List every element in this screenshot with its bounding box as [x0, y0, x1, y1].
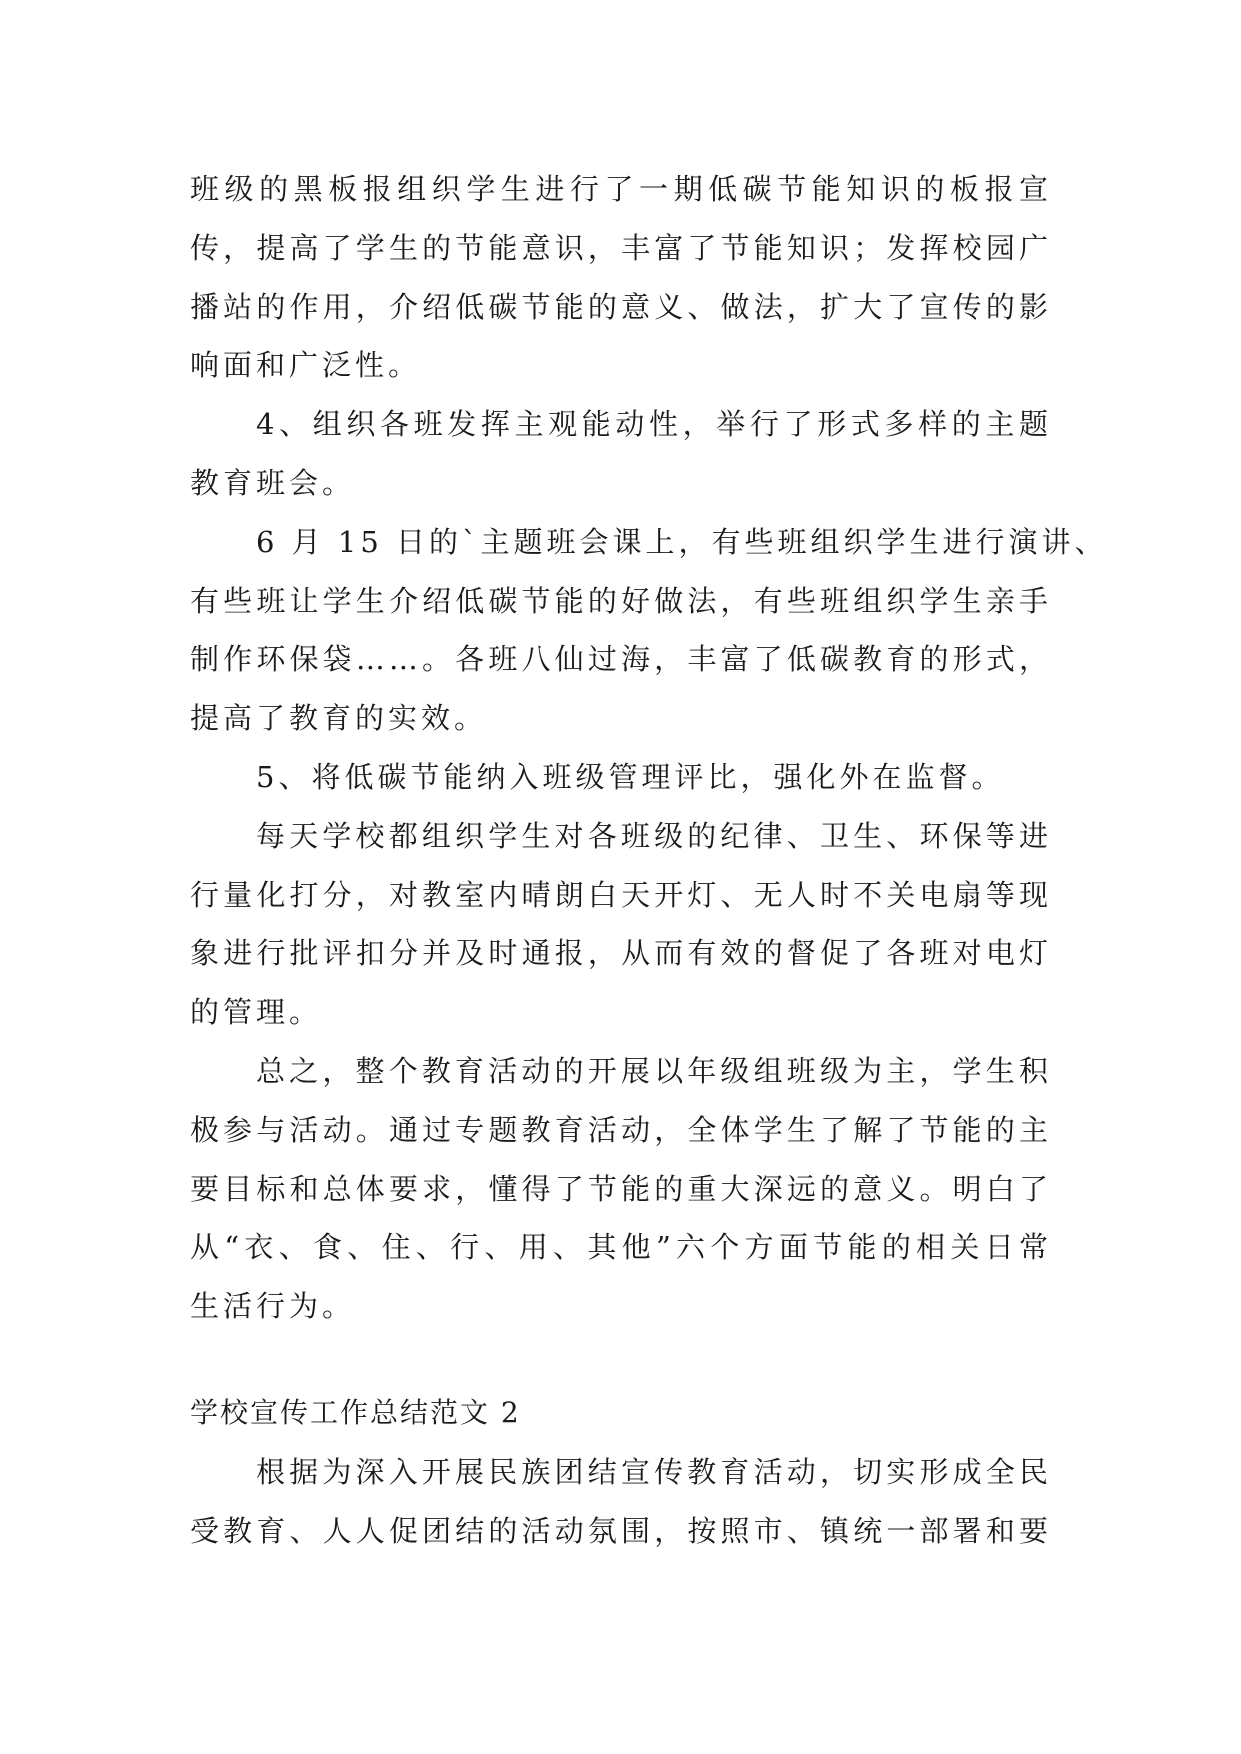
- text-line: 总之，整个教育活动的开展以年级组班级为主，学生积: [256, 1053, 1052, 1088]
- text-line: 4、组织各班发挥主观能动性，举行了形式多样的主题: [256, 407, 1052, 442]
- document-body: [190, 160, 1108, 1560]
- text-line: 要目标和总体要求，懂得了节能的重大深远的意义。明白了: [190, 1171, 1052, 1206]
- text-line: 制作环保袋……。各班八仙过海，丰富了低碳教育的形式，: [190, 642, 1052, 677]
- paragraph: [190, 513, 1108, 748]
- text-line: 生活行为。: [190, 1289, 356, 1324]
- text-line: 从“衣、食、住、行、用、其他”六个方面节能的相关日常: [190, 1230, 1052, 1265]
- text-line: 5、将低碳节能纳入班级管理评比，强化外在监督。: [256, 759, 1005, 794]
- text-line: 行量化打分，对教室内晴朗白天开灯、无人时不关电扇等现: [190, 877, 1052, 912]
- paragraph: [190, 748, 1052, 807]
- text-line: 根据为深入开展民族团结宣传教育活动，切实形成全民: [256, 1454, 1052, 1489]
- paragraph: [190, 807, 1052, 1042]
- text-line: 每天学校都组织学生对各班级的纪律、卫生、环保等进: [256, 818, 1052, 853]
- paragraph: [190, 1042, 1052, 1336]
- text-line: 播站的作用，介绍低碳节能的意义、做法，扩大了宣传的影: [190, 289, 1052, 324]
- text-line: 象进行批评扣分并及时通报，从而有效的督促了各班对电灯: [190, 936, 1052, 971]
- paragraph: [190, 160, 1052, 395]
- text-line: 班级的黑板报组织学生进行了一期低碳节能知识的板报宣: [190, 172, 1052, 206]
- text-line: 教育班会。: [190, 465, 356, 500]
- text-line: 有些班让学生介绍低碳节能的好做法，有些班组织学生亲手: [190, 583, 1052, 618]
- text-line: 传，提高了学生的节能意识，丰富了节能知识；发挥校园广: [190, 230, 1052, 265]
- text-line: 的管理。: [190, 995, 323, 1030]
- text-line: 受教育、人人促团结的活动氛围，按照市、镇统一部署和要: [190, 1513, 1052, 1548]
- text-line: 6 月 15 日的`主题班会课上，有些班组织学生进行演讲、: [256, 524, 1108, 559]
- paragraph: [190, 395, 1052, 513]
- section-heading: 学校宣传工作总结范文 2: [190, 1395, 521, 1429]
- text-line: 极参与活动。通过专题教育活动，全体学生了解了节能的主: [190, 1112, 1052, 1147]
- paragraph: [190, 1443, 1052, 1561]
- text-line: 响面和广泛性。: [190, 348, 422, 383]
- text-line: 提高了教育的实效。: [190, 701, 488, 736]
